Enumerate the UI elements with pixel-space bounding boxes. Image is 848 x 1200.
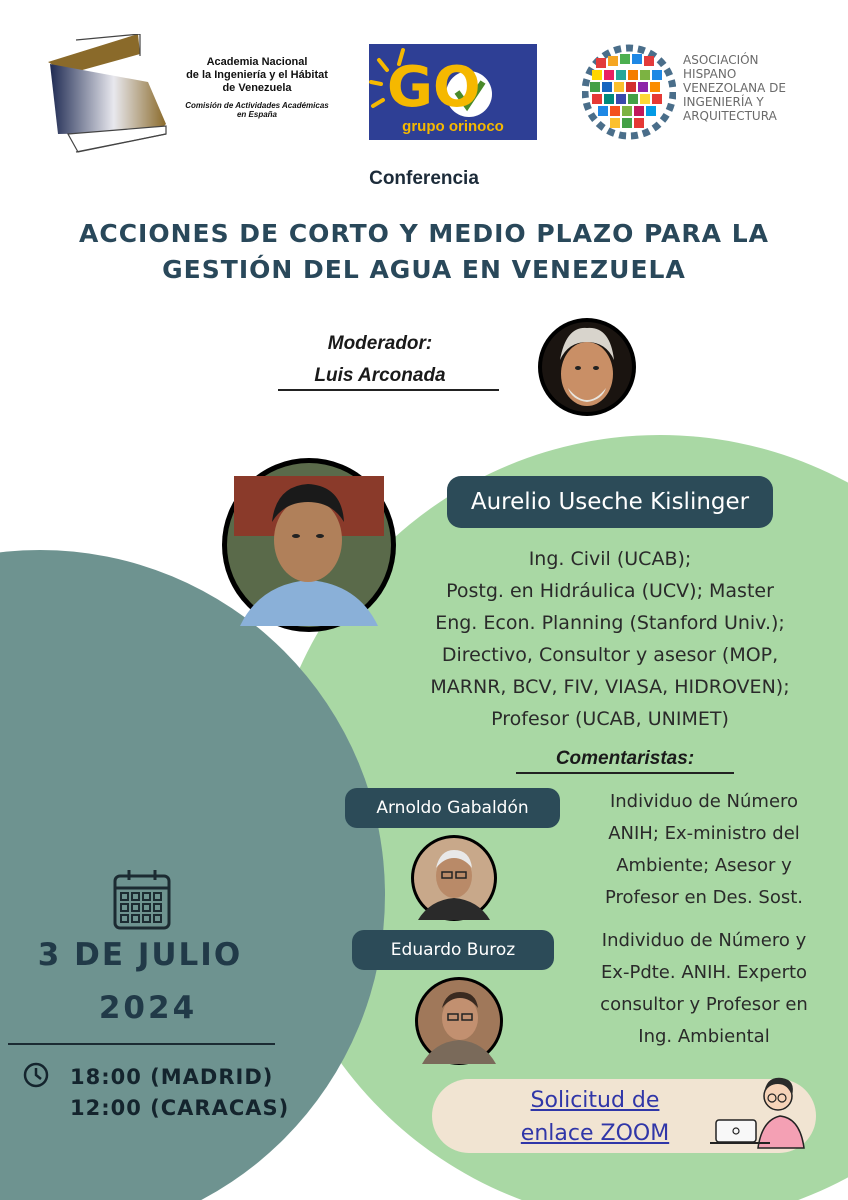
asoc-line5: ARQUITECTURA	[683, 109, 777, 123]
asoc-line4: INGENIERÍA Y	[683, 95, 764, 109]
commentator1-photo	[410, 834, 498, 922]
clock-icon	[23, 1062, 49, 1088]
person-laptop-icon	[708, 1070, 812, 1150]
commentator2-bio-line: Ing. Ambiental	[638, 1026, 770, 1047]
commentator1-bio-line: Individuo de Número	[609, 791, 799, 812]
zoom-link-line1[interactable]: Solicitud de	[530, 1088, 660, 1113]
speaker-bio-line: Postg. en Hidráulica (UCV); Master	[446, 580, 774, 602]
asoc-line2: HISPANO	[683, 67, 737, 81]
moderator-underline	[278, 389, 499, 391]
go-mark: GO	[387, 55, 481, 120]
commentator1-bio	[560, 786, 848, 914]
moderator-label: Moderador:	[327, 333, 433, 354]
event-year: 2024	[98, 990, 198, 1026]
speaker-bio-line: Eng. Econ. Planning (Stanford Univ.);	[435, 612, 785, 634]
speaker-bio-line: Ing. Civil (UCAB);	[528, 548, 692, 570]
academia-sub2: en España	[236, 110, 277, 119]
event-title-line2: GESTIÓN DEL AGUA EN VENEZUELA	[162, 255, 686, 284]
academia-line1: Academia Nacional	[206, 56, 308, 68]
academia-logo-mark	[48, 34, 170, 156]
globe-gear-icon	[582, 40, 676, 144]
speaker-bio-line: Profesor (UCAB, UNIMET)	[491, 708, 729, 730]
academia-logo-text	[172, 56, 342, 119]
grupo-orinoco-logo	[369, 44, 537, 140]
academia-line2: de la Ingeniería y el Hábitat	[186, 69, 328, 81]
event-type: Conferencia	[369, 168, 479, 189]
commentator1-bio-line: ANIH; Ex-ministro del	[608, 823, 800, 844]
speaker-bio-line: Directivo, Consultor y asesor (MOP,	[441, 644, 779, 666]
time-caracas: 12:00 (CARACAS)	[70, 1096, 290, 1120]
event-date: 3 DE JULIO	[37, 937, 243, 973]
commentators-label: Comentaristas:	[555, 748, 695, 769]
speaker-photo	[220, 456, 398, 634]
asociacion-logo-text	[683, 53, 803, 123]
go-name: grupo orinoco	[402, 118, 504, 135]
speaker-bio	[380, 543, 840, 735]
commentator2-photo	[414, 976, 504, 1066]
moderator-photo	[536, 316, 638, 418]
event-times	[70, 1062, 289, 1124]
asoc-line1: ASOCIACIÓN	[683, 53, 759, 67]
moderator-name: Luis Arconada	[314, 365, 446, 386]
academia-sub1: Comisión de Actividades Académicas	[185, 101, 329, 110]
calendar-icon	[113, 868, 171, 930]
speaker-name-badge: Aurelio Useche Kislinger	[447, 476, 773, 528]
event-title	[40, 216, 808, 288]
zoom-request-link[interactable]	[470, 1084, 720, 1150]
commentator1-name-badge: Arnoldo Gabaldón	[345, 788, 560, 828]
event-title-line1: ACCIONES DE CORTO Y MEDIO PLAZO PARA LA	[79, 219, 769, 248]
commentator1-bio-line: Ambiente; Asesor y	[616, 855, 792, 876]
speaker-bio-line: MARNR, BCV, FIV, VIASA, HIDROVEN);	[430, 676, 790, 698]
commentator2-name-badge: Eduardo Buroz	[352, 930, 554, 970]
commentator2-bio	[560, 925, 848, 1053]
asoc-line3: VENEZOLANA DE	[683, 81, 787, 95]
zoom-link-line2[interactable]: enlace ZOOM	[520, 1121, 670, 1146]
date-divider	[8, 1043, 275, 1045]
commentator2-bio-line: consultor y Profesor en	[600, 994, 808, 1015]
time-madrid: 18:00 (MADRID)	[70, 1065, 274, 1089]
commentator2-bio-line: Ex-Pdte. ANIH. Experto	[600, 962, 808, 983]
commentators-underline	[516, 772, 734, 774]
commentator2-bio-line: Individuo de Número y	[601, 930, 807, 951]
academia-line3: de Venezuela	[222, 82, 292, 94]
commentator1-bio-line: Profesor en Des. Sost.	[604, 887, 804, 908]
